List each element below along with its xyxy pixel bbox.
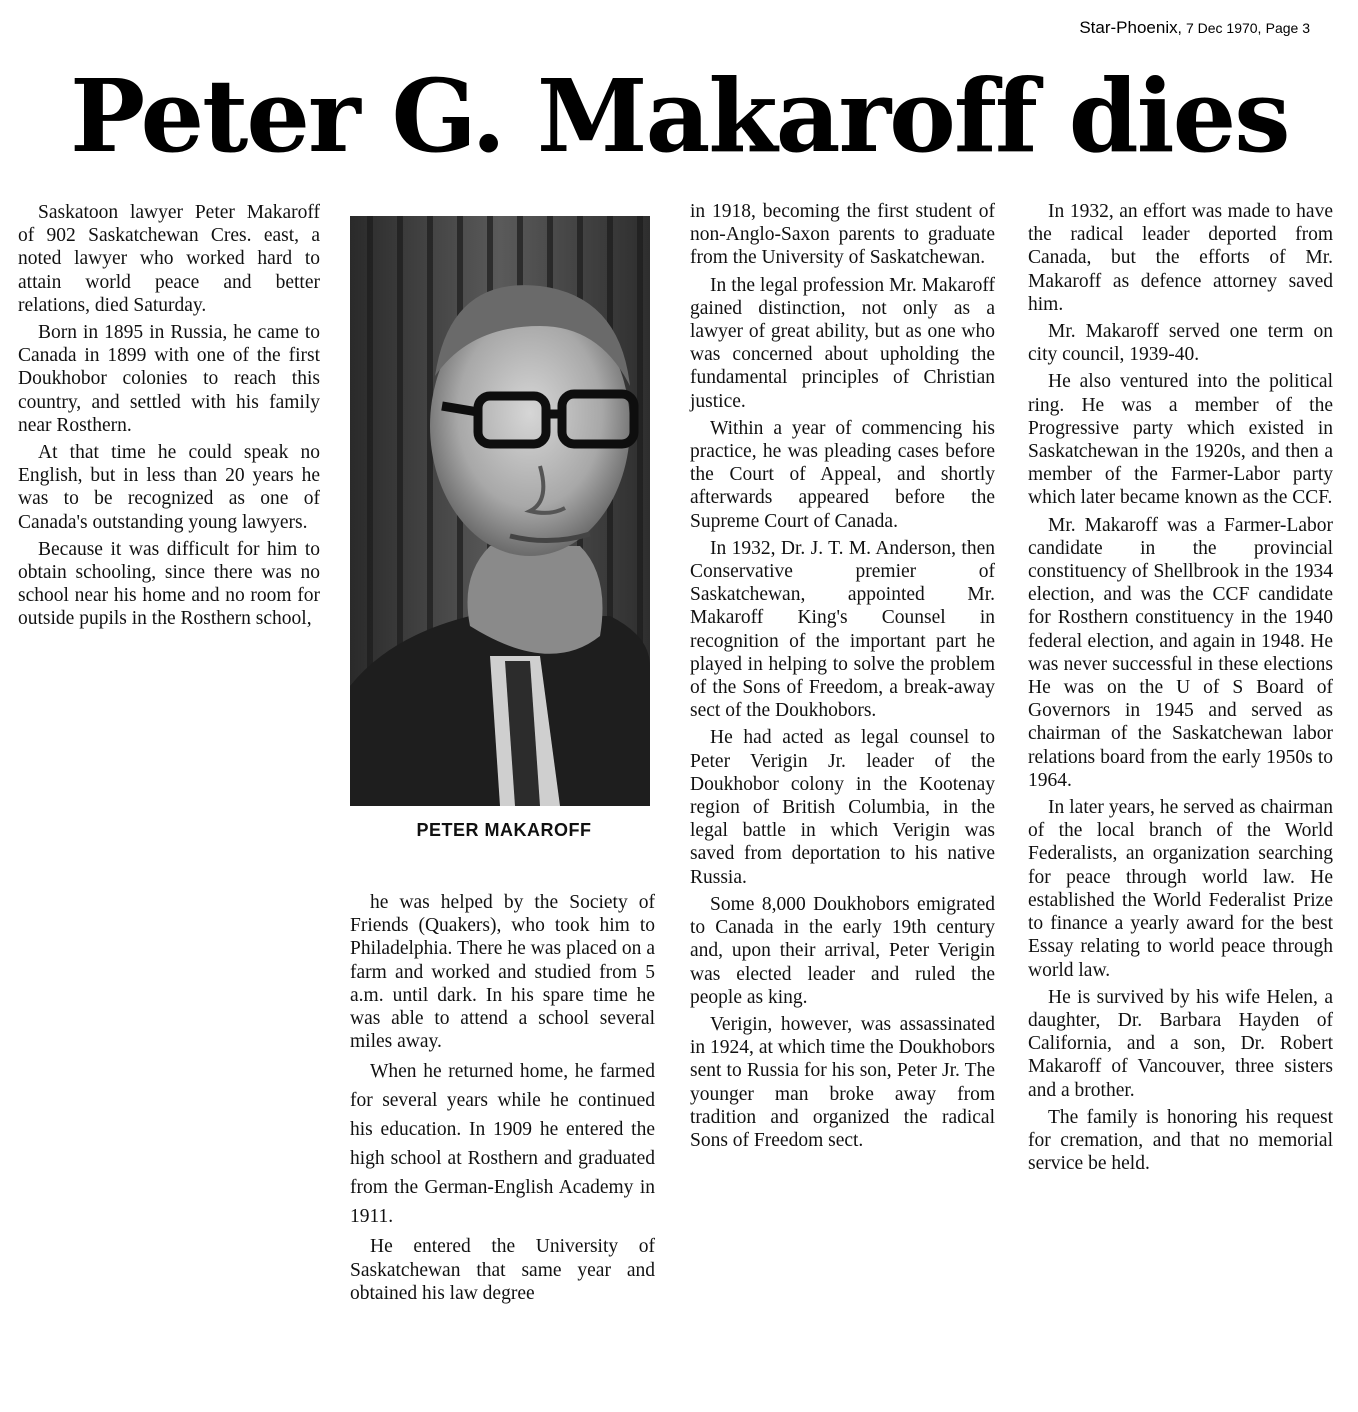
- paragraph: In later years, he served as chairman of the local branch of the World Federalists, an organization searching for peace through world law. He established the World Federalist Prize to finance a yearly award for the best Essay relating to world peace through world law.: [1028, 797, 1333, 981]
- paragraph: he was helped by the Society of Friends (Quakers), who took him to Philadelphia. There he was placed on a farm and worked and studied from 5 a.m. until dark. In his spare time he was able to attend a school several miles away.: [350, 892, 655, 1053]
- paragraph: He is survived by his wife Helen, a daughter, Dr. Barbara Hayden of California, and a son, Dr. Robert Makaroff of Vancouver, three sisters and a brother.: [1028, 986, 1333, 1101]
- portrait-photo: [350, 216, 650, 806]
- portrait-image: [350, 216, 650, 806]
- paragraph: Born in 1895 in Russia, he came to Canada in 1899 with one of the first Doukhobor colonies to reach this country, and settled with his family near Rosthern.: [18, 322, 320, 436]
- publication-date: 7 Dec 1970,: [1185, 20, 1262, 36]
- page-number: Page 3: [1265, 20, 1310, 36]
- paragraph: Mr. Makaroff was a Farmer-Labor candidate in the provincial constituency of Shellbrook in the 1934 election, and was the CCF candidate for Rosthern constituency in the 1940 federal election, and again in 1948. He was never successful in these elections He was on the U of S Board of Governors in 1945 and served as chairman of the Saskatchewan labor relations board from the early 1950s to 1964.: [1028, 514, 1333, 791]
- paragraph: Within a year of commencing his practice, he was pleading cases before the Court of Appeal, and shortly afterwards appeared before the Supreme Court of Canada.: [690, 417, 995, 532]
- paragraph: Some 8,000 Doukhobors emigrated to Canada in the early 19th century and, upon their arrival, Peter Verigin was elected leader and ruled the people as king.: [690, 893, 995, 1008]
- paragraph: He entered the University of Saskatchewan that same year and obtained his law degree: [350, 1236, 655, 1304]
- article-column-2: [350, 891, 655, 1309]
- paragraph: Mr. Makaroff served one term on city council, 1939-40.: [1028, 321, 1333, 366]
- paragraph: Because it was difficult for him to obtain schooling, since there was no school near his home and no room for outside pupils in the Rosthern school,: [18, 538, 320, 630]
- paragraph: In the legal profession Mr. Makaroff gained distinction, not only as a lawyer of great ability, but as one who was concerned about upholding the fundamental principles of Christian justice.: [690, 274, 995, 412]
- paragraph: Saskatoon lawyer Peter Makaroff of 902 Saskatchewan Cres. east, a noted lawyer who worked hard to attain world peace and better relations, died Saturday.: [18, 202, 320, 316]
- article-column-1: [18, 201, 320, 635]
- article-column-4: [1028, 200, 1333, 1179]
- paragraph: Verigin, however, was assassinated in 1924, at which time the Doukhobors sent to Russia for his son, Peter Jr. The younger man broke away from tradition and organized the radical Sons of Freedom sect.: [690, 1013, 995, 1151]
- article-column-3: [690, 200, 995, 1156]
- paragraph: He also ventured into the political ring. He was a member of the Progressive party which existed in Saskatchewan in the 1920s, and then a member of the Farmer-Labor party which later became known as the CCF.: [1028, 371, 1333, 509]
- source-separator: ,: [1177, 20, 1182, 37]
- paragraph: in 1918, becoming the first student of non-Anglo-Saxon parents to graduate from the University of Saskatchewan.: [690, 201, 995, 269]
- paragraph: At that time he could speak no English, but in less than 20 years he was to be recognized as one of Canada's outstanding young lawyers.: [18, 442, 320, 533]
- paragraph: In 1932, an effort was made to have the radical leader deported from Canada, but the efforts of Mr. Makaroff as defence attorney saved him.: [1028, 201, 1333, 315]
- paragraph: In 1932, Dr. J. T. M. Anderson, then Conservative premier of Saskatchewan, appointed Mr. Makaroff King's Counsel in recognition of the important part he played in helping to solve the problem of the Sons of Freedom, a break-away sect of the Doukhobors.: [690, 537, 995, 722]
- paragraph: The family is honoring his request for cremation, and that no memorial service be held.: [1028, 1106, 1333, 1175]
- source-citation: [1079, 18, 1310, 38]
- newspaper-name: Star-Phoenix: [1079, 18, 1178, 37]
- photo-caption: PETER MAKAROFF: [416, 820, 592, 840]
- paragraph: When he returned home, he farmed for several years while he continued his education. In 1909 he entered the high school at Rosthern and graduated from the German-English Academy in 1911.: [350, 1061, 655, 1228]
- headline: Peter G. Makaroff dies: [70, 57, 1289, 175]
- paragraph: He had acted as legal counsel to Peter Verigin Jr. leader of the Doukhobor colony in the Kootenay region of British Columbia, in the legal battle in which Verigin was saved from deportation to his native Russia.: [690, 727, 995, 888]
